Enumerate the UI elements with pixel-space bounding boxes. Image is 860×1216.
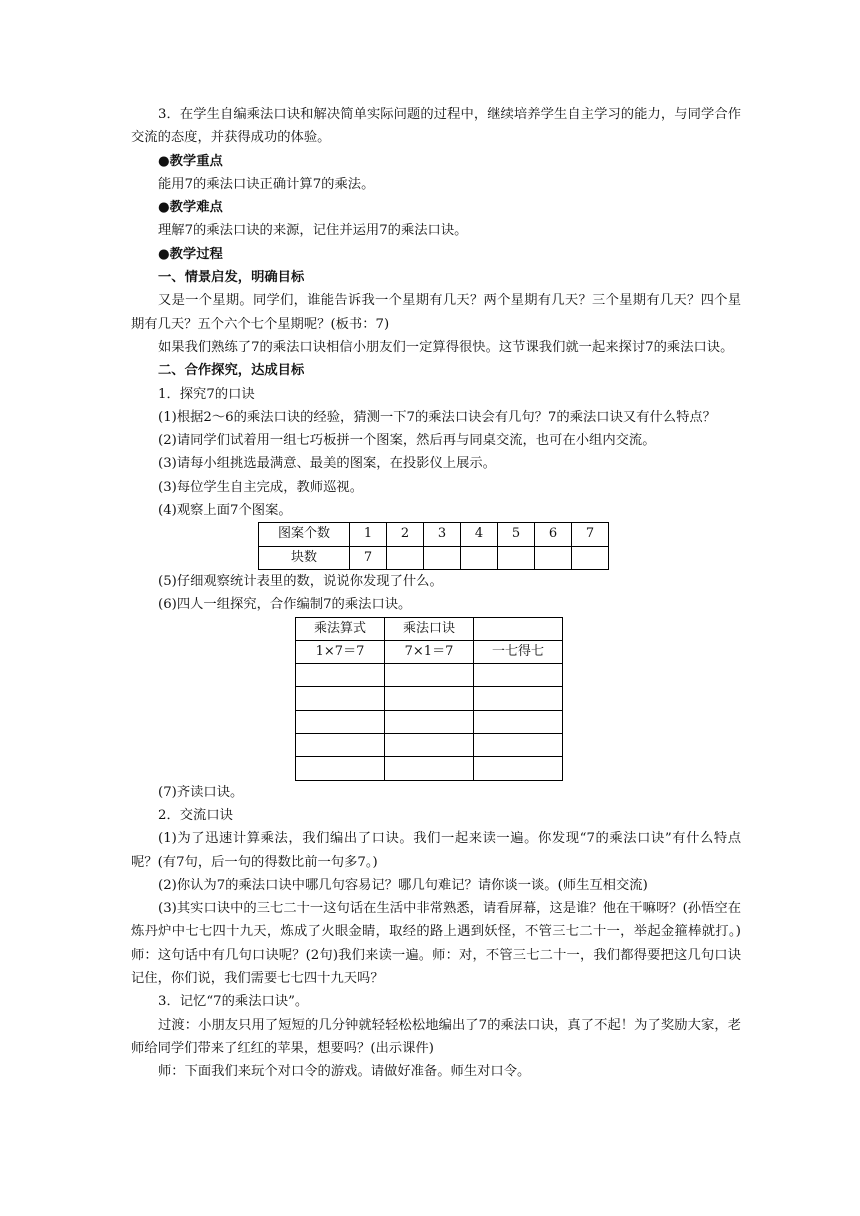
- table-cell: [296, 734, 385, 757]
- transition-paragraph: 过渡：小朋友只用了短短的几分钟就轻轻松松地编出了7的乘法口诀，真了不起！为了奖励大家，老师给同学们带来了红红的苹果，想要吗？(出示课件): [131, 1017, 741, 1056]
- item-6: (6)四人一组探究，合作编制7的乘法口诀。: [158, 597, 412, 613]
- item-1: (1)根据2～6的乘法口诀的经验，猜测一下7的乘法口诀会有几句？7的乘法口诀又有什么特点？: [158, 409, 716, 425]
- table-cell: [296, 710, 385, 733]
- table-cell: [385, 734, 474, 757]
- pattern-count-table: [258, 522, 609, 570]
- table-cell: [296, 687, 385, 710]
- table-cell: [296, 757, 385, 780]
- table-cell: [474, 710, 563, 733]
- table-header-cell: 乘法口诀: [385, 617, 474, 640]
- table-cell: [572, 546, 609, 569]
- table-cell: [474, 664, 563, 687]
- table-cell: 7: [350, 546, 387, 569]
- table-cell: [387, 546, 424, 569]
- item-7: (7)齐读口诀。: [158, 784, 244, 800]
- table-cell: [296, 664, 385, 687]
- table-cell: [385, 757, 474, 780]
- table-cell: 4: [461, 523, 498, 546]
- item-4: (4)观察上面7个图案。: [158, 503, 292, 519]
- table-row: [296, 757, 563, 780]
- table-cell: [474, 734, 563, 757]
- table-cell: 6: [535, 523, 572, 546]
- document-body: [131, 103, 741, 1083]
- table-cell: 块数: [259, 546, 350, 569]
- table-cell: [474, 687, 563, 710]
- table-row: [259, 546, 609, 569]
- table-row: [296, 710, 563, 733]
- step-2-title: 2．交流口诀: [158, 807, 233, 823]
- table-cell: [385, 687, 474, 710]
- table-row: [296, 734, 563, 757]
- table-row: [296, 640, 563, 663]
- item-3b: (3)每位学生自主完成，教师巡视。: [158, 479, 363, 495]
- table-row: [296, 617, 563, 640]
- table-cell: [474, 757, 563, 780]
- paragraph-intro: 如果我们熟练了7的乘法口诀相信小朋友们一定算得很快。这节课我们就一起来探讨7的乘法口诀。: [158, 339, 734, 355]
- table-cell: 一七得七: [474, 640, 563, 663]
- table-header-cell: [474, 617, 563, 640]
- table-cell: 图案个数: [259, 523, 350, 546]
- step-3-title: 3．记忆“7的乘法口诀”。: [158, 994, 309, 1010]
- table-row: [296, 687, 563, 710]
- table-cell: [424, 546, 461, 569]
- heading-process: ●教学过程: [158, 246, 223, 262]
- table-cell: [498, 546, 535, 569]
- section-2-title: 二、合作探究，达成目标: [158, 363, 305, 379]
- table-cell: 7: [572, 523, 609, 546]
- table-cell: [385, 664, 474, 687]
- table-cell: [385, 710, 474, 733]
- heading-difficulties: ●教学难点: [158, 200, 223, 216]
- section-1-title: 一、情景启发，明确目标: [158, 270, 305, 286]
- table-row: [296, 664, 563, 687]
- table-cell: 7×1＝7: [385, 640, 474, 663]
- step-1-title: 1．探究7的口诀: [158, 386, 255, 402]
- objective-paragraph: 3．在学生自编乘法口诀和解决简单实际问题的过程中，继续培养学生自主学习的能力，与同学合作交流的态度，并获得成功的体验。: [131, 107, 741, 146]
- difficulties-text: 理解7的乘法口诀的来源，记住并运用7的乘法口诀。: [158, 223, 468, 239]
- table-cell: 2: [387, 523, 424, 546]
- exchange-item-2: (2)你认为7的乘法口诀中哪几句容易记？哪几句难记？请你谈一谈。(师生互相交流): [158, 877, 648, 893]
- table-cell: 1: [350, 523, 387, 546]
- game-paragraph: 师：下面我们来玩个对口令的游戏。请做好准备。师生对口令。: [158, 1064, 531, 1080]
- table-row: [259, 523, 609, 546]
- paragraph-week-question: 又是一个星期。同学们，谁能告诉我一个星期有几天？两个星期有几天？三个星期有几天？四个星期有几天？五个六个七个星期呢？(板书：7): [131, 293, 741, 332]
- multiplication-rhyme-table: [295, 617, 563, 781]
- table-cell: 1×7＝7: [296, 640, 385, 663]
- exchange-item-1: (1)为了迅速计算乘法，我们编出了口诀。我们一起来读一遍。你发现“7的乘法口诀”有什么特点呢？(有7句，后一句的得数比前一句多7。): [131, 831, 741, 870]
- table-cell: 5: [498, 523, 535, 546]
- key-points-text: 能用7的乘法口诀正确计算7的乘法。: [158, 176, 375, 192]
- table-cell: 3: [424, 523, 461, 546]
- exchange-item-3: (3)其实口诀中的三七二十一这句话在生活中非常熟悉，请看屏幕，这是谁？他在干嘛呀？(孙悟空在炼丹炉中七七四十九天，炼成了火眼金睛，取经的路上遇到妖怪，不管三七二十一，举起金箍棒就打。)师：这句话中有几句口诀呢？(2句)我们来读一遍。师：对，不管三七二十一，我们都得要把这几句口诀记住，你们说，我们需要七七四十九天吗？: [131, 901, 741, 986]
- item-3a: (3)请每小组挑选最满意、最美的图案，在投影仪上展示。: [158, 456, 496, 472]
- table-cell: [535, 546, 572, 569]
- table-cell: [461, 546, 498, 569]
- item-2: (2)请同学们试着用一组七巧板拼一个图案，然后再与同桌交流，也可在小组内交流。: [158, 433, 656, 449]
- heading-key-points: ●教学重点: [158, 153, 223, 169]
- table-header-cell: 乘法算式: [296, 617, 385, 640]
- item-5: (5)仔细观察统计表里的数，说说你发现了什么。: [158, 573, 443, 589]
